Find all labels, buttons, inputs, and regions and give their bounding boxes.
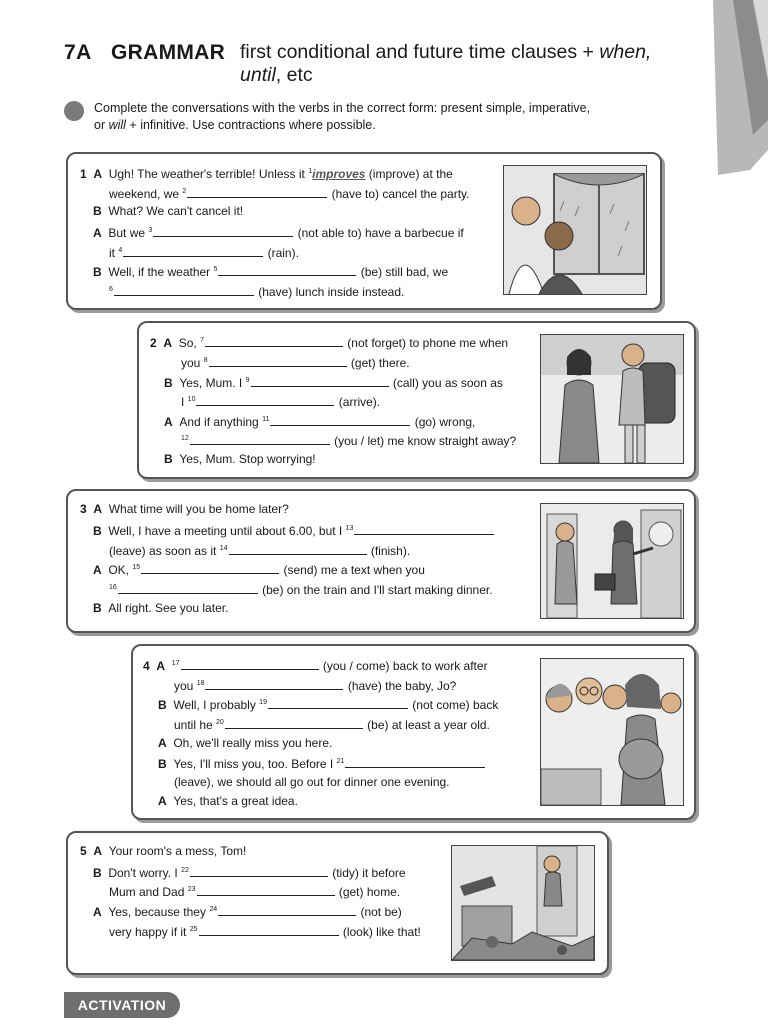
illustration-rainy-window bbox=[503, 165, 647, 295]
answer-blank-2[interactable] bbox=[187, 187, 327, 198]
dialogue-5-line-4: A Yes, because they $^{24}$ (not be) bbox=[93, 905, 402, 919]
messy-room-drawing bbox=[452, 846, 594, 960]
dialogue-4-line-8: A Yes, that's a great idea. bbox=[158, 794, 298, 808]
example-answer: improves bbox=[312, 167, 366, 181]
dialogue-5-line-1: 5 A Your room's a mess, Tom! bbox=[80, 844, 247, 858]
dialogue-4-line-3: B Well, I probably $^{19}$ (not come) back bbox=[158, 698, 499, 712]
dialogue-3-line-6: B All right. See you later. bbox=[93, 601, 229, 615]
answer-blank-6[interactable] bbox=[114, 285, 254, 296]
exercise-code: 7A bbox=[64, 41, 92, 64]
dialogue-3-line-4: A OK, $^{15}$ (send) me a text when you bbox=[93, 563, 425, 577]
answer-blank-10[interactable] bbox=[196, 395, 334, 406]
answer-blank-5[interactable] bbox=[218, 265, 356, 276]
answer-blank-17[interactable] bbox=[181, 659, 319, 670]
office-coworkers-drawing bbox=[541, 659, 683, 805]
answer-blank-23[interactable] bbox=[197, 885, 335, 896]
answer-blank-4[interactable] bbox=[123, 246, 263, 257]
answer-blank-22[interactable] bbox=[190, 866, 328, 877]
answer-blank-18[interactable] bbox=[205, 679, 343, 690]
instruction-text: Complete the conversations with the verbs in the correct form: present simple, imperative, or will + infinitive. Use contractions where possible. bbox=[94, 101, 591, 132]
illustration-mother-son-backpack bbox=[540, 334, 684, 464]
illustration-messy-room bbox=[451, 845, 595, 961]
section-subtitle: first conditional and future time clauses + when, until, etc bbox=[240, 41, 652, 86]
dialogue-1-line-3: B What? We can't cancel it! bbox=[93, 204, 244, 218]
dialogue-4-line-1: 4 A $^{17}$ (you / come) back to work after bbox=[143, 659, 488, 673]
dialogue-1-line-6: B Well, if the weather $^5$ (be) still bad, we bbox=[93, 265, 449, 279]
answer-blank-25[interactable] bbox=[199, 925, 339, 936]
dialogue-2-line-4: I $^{10}$ (arrive). bbox=[181, 395, 381, 409]
dialogue-1-line-4: A But we $^3$ (not able to) have a barbecue if bbox=[93, 226, 464, 240]
answer-blank-20[interactable] bbox=[225, 718, 363, 729]
dialogue-2-line-1: 2 A So, $^7$ (not forget) to phone me when bbox=[150, 336, 509, 350]
answer-blank-19[interactable] bbox=[268, 698, 408, 709]
answer-blank-3[interactable] bbox=[153, 226, 293, 237]
answer-blank-9[interactable] bbox=[251, 376, 389, 387]
rainy-window-drawing bbox=[504, 166, 646, 294]
dialogue-3-line-1: 3 A What time will you be home later? bbox=[80, 502, 289, 516]
dialogue-1-line-7: $^6$ (have) lunch inside instead. bbox=[109, 285, 405, 299]
dialogue-3-line-5: $^{16}$ (be) on the train and I'll start making dinner. bbox=[109, 583, 493, 597]
answer-blank-12[interactable] bbox=[190, 434, 330, 445]
answer-blank-21[interactable] bbox=[345, 757, 485, 768]
dialogue-3-line-3: (leave) as soon as it $^{14}$ (finish). bbox=[109, 544, 411, 558]
answer-blank-14[interactable] bbox=[229, 544, 367, 555]
dialogue-2-line-6: $^{12}$ (you / let) me know straight away? bbox=[181, 434, 517, 448]
dialogue-4-line-2: you $^{18}$ (have) the baby, Jo? bbox=[174, 679, 457, 693]
dialogue-1-line-1: 1 A Ugh! The weather's terrible! Unless it $^1$improves (improve) at the bbox=[80, 167, 453, 181]
answer-blank-16[interactable] bbox=[118, 583, 258, 594]
mother-son-drawing bbox=[541, 335, 683, 463]
answer-blank-24[interactable] bbox=[218, 905, 356, 916]
dialogue-4-line-7: (leave), we should all go out for dinner one evening. bbox=[174, 775, 450, 789]
dialogue-2-line-5: A And if anything $^{11}$ (go) wrong, bbox=[164, 415, 476, 429]
section-title: GRAMMAR bbox=[111, 41, 226, 64]
dialogue-5-line-2: B Don't worry. I $^{22}$ (tidy) it before bbox=[93, 866, 406, 880]
dialogue-1-line-5: it $^4$ (rain). bbox=[109, 246, 299, 260]
corner-decoration bbox=[708, 0, 768, 200]
answer-blank-11[interactable] bbox=[270, 415, 410, 426]
dialogue-4-line-5: A Oh, we'll really miss you here. bbox=[158, 736, 333, 750]
dialogue-2-line-2: you $^8$ (get) there. bbox=[181, 356, 410, 370]
answer-blank-8[interactable] bbox=[209, 356, 347, 367]
dialogue-2-line-7: B Yes, Mum. Stop worrying! bbox=[164, 452, 316, 466]
dialogue-3-line-2: B Well, I have a meeting until about 6.00, but I $^{13}$ bbox=[93, 521, 495, 539]
activation-tab: ACTIVATION bbox=[64, 992, 180, 1018]
dialogue-4-line-4: until he $^{20}$ (be) at least a year old. bbox=[174, 718, 490, 732]
dialogue-1-line-2: weekend, we $^2$ (have to) cancel the party. bbox=[109, 187, 470, 201]
answer-blank-7[interactable] bbox=[205, 336, 343, 347]
couple-leaving-drawing bbox=[541, 504, 683, 618]
dialogue-2-line-3: B Yes, Mum. I $^9$ (call) you as soon as bbox=[164, 376, 503, 390]
answer-blank-15[interactable] bbox=[141, 563, 279, 574]
illustration-office-coworkers bbox=[540, 658, 684, 806]
dialogue-4-line-6: B Yes, I'll miss you, too. Before I $^{21}$ bbox=[158, 754, 486, 772]
instruction-bullet-icon bbox=[64, 101, 84, 121]
dialogue-5-line-3: Mum and Dad $^{23}$ (get) home. bbox=[109, 885, 401, 899]
answer-blank-13[interactable] bbox=[354, 524, 494, 535]
dialogue-5-line-5: very happy if it $^{25}$ (look) like that! bbox=[109, 925, 421, 939]
illustration-couple-leaving-home bbox=[540, 503, 684, 619]
